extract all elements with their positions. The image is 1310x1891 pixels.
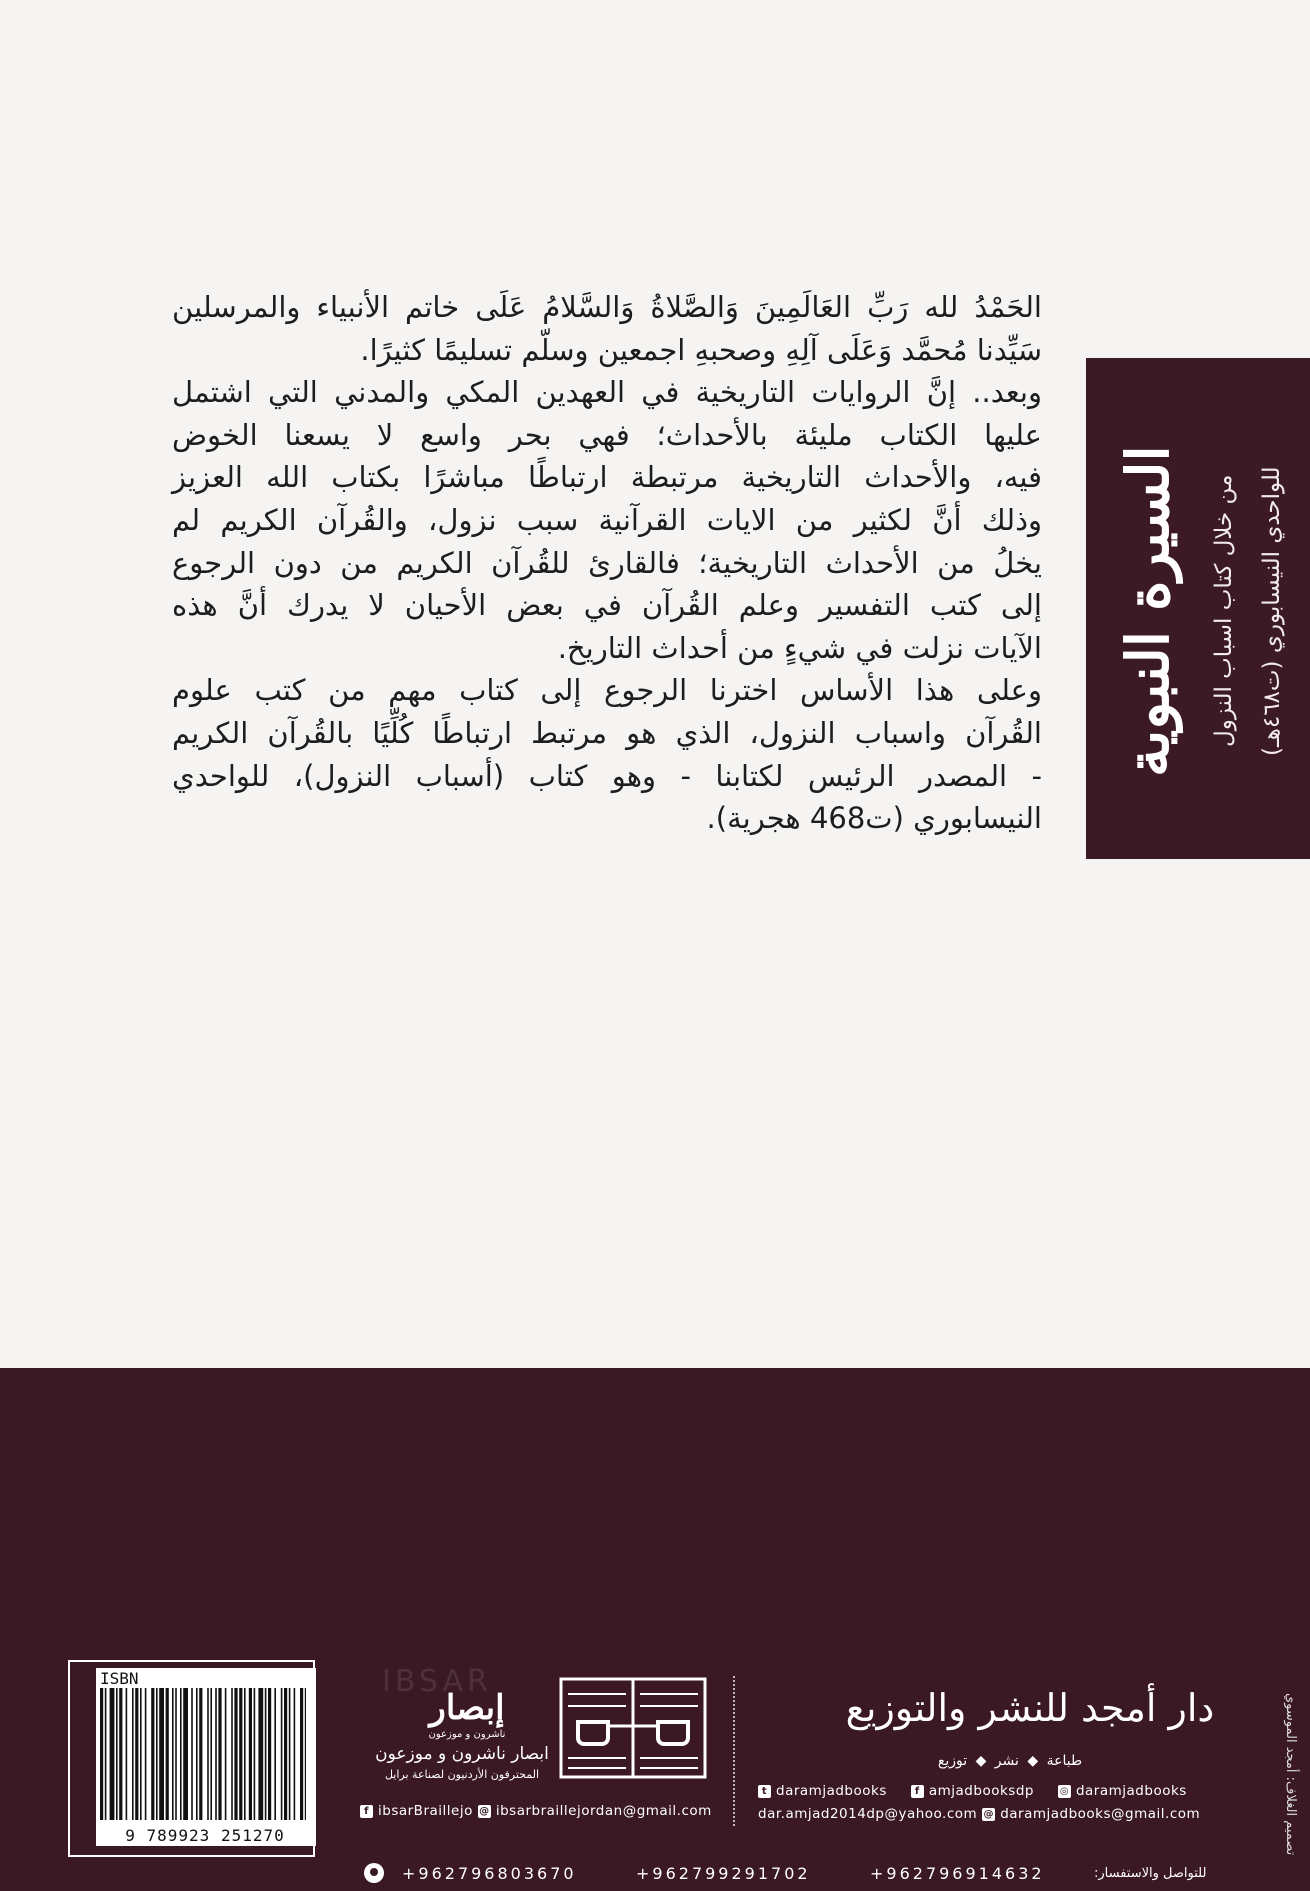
ibsar-watermark: IBSAR xyxy=(382,1664,492,1699)
text-line: وعلى هذا الأساس اخترنا الرجوع إلى كتاب مهم من كتب علوم xyxy=(172,673,1042,708)
phone-number[interactable]: +962796803670 xyxy=(402,1864,577,1883)
amjad-facebook[interactable]: amjadbooksdp xyxy=(928,1783,1034,1799)
amjad-social-row xyxy=(758,1783,1187,1799)
facebook-icon: f xyxy=(360,1805,373,1818)
cover-design-credit: تصميم الغلاف: أمجد الموسوي xyxy=(1283,1692,1298,1855)
phone-number[interactable]: +962799291702 xyxy=(636,1864,811,1883)
open-book-logo-icon xyxy=(558,1676,708,1780)
text-line: الحَمْدُ لله رَبِّ العَالَمِينَ وَالصَّلاةُ وَالسَّلامُ عَلَى خاتم الأنبياء والمرسلين xyxy=(172,290,1042,324)
ibsar-contacts xyxy=(360,1803,712,1819)
text-line: القُرآن واسباب النزول، الذي هو مرتبط ارتباطًا كُلِّيًا بالقُرآن الكريم xyxy=(172,715,1042,750)
back-cover-text xyxy=(172,286,1042,840)
ibsar-logo: إبصار xyxy=(429,1688,505,1728)
amjad-instagram[interactable]: daramjadbooks xyxy=(1075,1783,1187,1799)
text-line: فيه، والأحداث التاريخية مرتبطة ارتباطًا مباشرًا بكتاب الله العزيز xyxy=(172,460,1042,495)
ibsar-tagline: ناشرون و موزعون xyxy=(428,1729,506,1740)
contact-label: للتواصل والاستفسار: xyxy=(1094,1866,1207,1881)
whatsapp-icon xyxy=(364,1863,384,1883)
main-paragraph xyxy=(172,371,1042,669)
ibsar-description: المحترفون الأردنيون لصناعة برايل xyxy=(384,1768,540,1781)
subtitle-line: للواحدي النيسابوري (ت٤٦٨هـ) xyxy=(1259,466,1285,756)
text-line: النيسابوري (ت468 هجرية). xyxy=(706,801,1042,836)
amjad-tagline: طباعة ◆ نشر ◆ توزيع xyxy=(937,1753,1083,1769)
phone-number[interactable]: +962796914632 xyxy=(870,1864,1045,1883)
ibsar-facebook[interactable]: ibsarBraillejo xyxy=(378,1803,473,1819)
ibsar-name: ابصار ناشرون و موزعون xyxy=(375,1744,549,1764)
amjad-email-gmail[interactable]: daramjadbooks@gmail.com xyxy=(1000,1806,1201,1822)
text-line: إلى كتب التفسير وعلم القُرآن في بعض الأحيان لا يدرك أنَّ هذه xyxy=(172,588,1042,623)
amjad-email-yahoo[interactable]: dar.amjad2014dp@yahoo.com xyxy=(758,1806,978,1822)
barcode xyxy=(100,1688,306,1820)
text-line: يخلُ من الأحداث التاريخية؛ فالقارئ للقُرآن الكريم من دون الرجوع xyxy=(172,545,1042,580)
amjad-email-row xyxy=(758,1806,1200,1822)
instagram-icon: ◎ xyxy=(1059,1785,1070,1797)
intro-paragraph xyxy=(172,286,1042,371)
logo-divider xyxy=(733,1676,735,1826)
text-line: سَيِّدنا مُحمَّد وَعَلَى آلِهِ وصحبهِ اجمعين وسلّم تسليمًا كثيرًا. xyxy=(360,332,1042,367)
subtitle-line: من خلال كتاب اسباب النزول xyxy=(1211,474,1237,748)
book-subtitle xyxy=(1200,376,1300,846)
isbn-number: 9 789923 251270 xyxy=(125,1826,285,1845)
isbn-label: ISBN xyxy=(100,1669,139,1688)
book-title: السيرة النبوية xyxy=(1114,445,1182,777)
amjad-twitter[interactable]: daramjadbooks xyxy=(776,1783,887,1799)
twitter-icon: t xyxy=(758,1785,771,1798)
text-line: - المصدر الرئيس لكتابنا - وهو كتاب (أسباب النزول)، للواحدي xyxy=(172,758,1042,793)
amjad-logo: دار أمجد للنشر والتوزيع xyxy=(845,1686,1215,1730)
text-line: وذلك أنَّ لكثير من الايات القرآنية سبب نزول، والقُرآن الكريم لم xyxy=(172,502,1042,537)
ibsar-email[interactable]: ibsarbraillejordan@gmail.com xyxy=(495,1803,712,1819)
text-line: الآيات نزلت في شيءٍ من أحداث التاريخ. xyxy=(557,630,1042,665)
closing-paragraph xyxy=(172,669,1042,839)
text-line: عليها الكتاب مليئة بالأحداث؛ فهي بحر واسع لا يسعنا الخوض xyxy=(172,417,1042,452)
email-icon: @ xyxy=(479,1805,490,1817)
text-line: وبعد.. إنَّ الروايات التاريخية في العهدين المكي والمدني التي اشتمل xyxy=(172,375,1042,410)
facebook-icon: f xyxy=(911,1785,924,1798)
email-icon: @ xyxy=(983,1808,994,1820)
